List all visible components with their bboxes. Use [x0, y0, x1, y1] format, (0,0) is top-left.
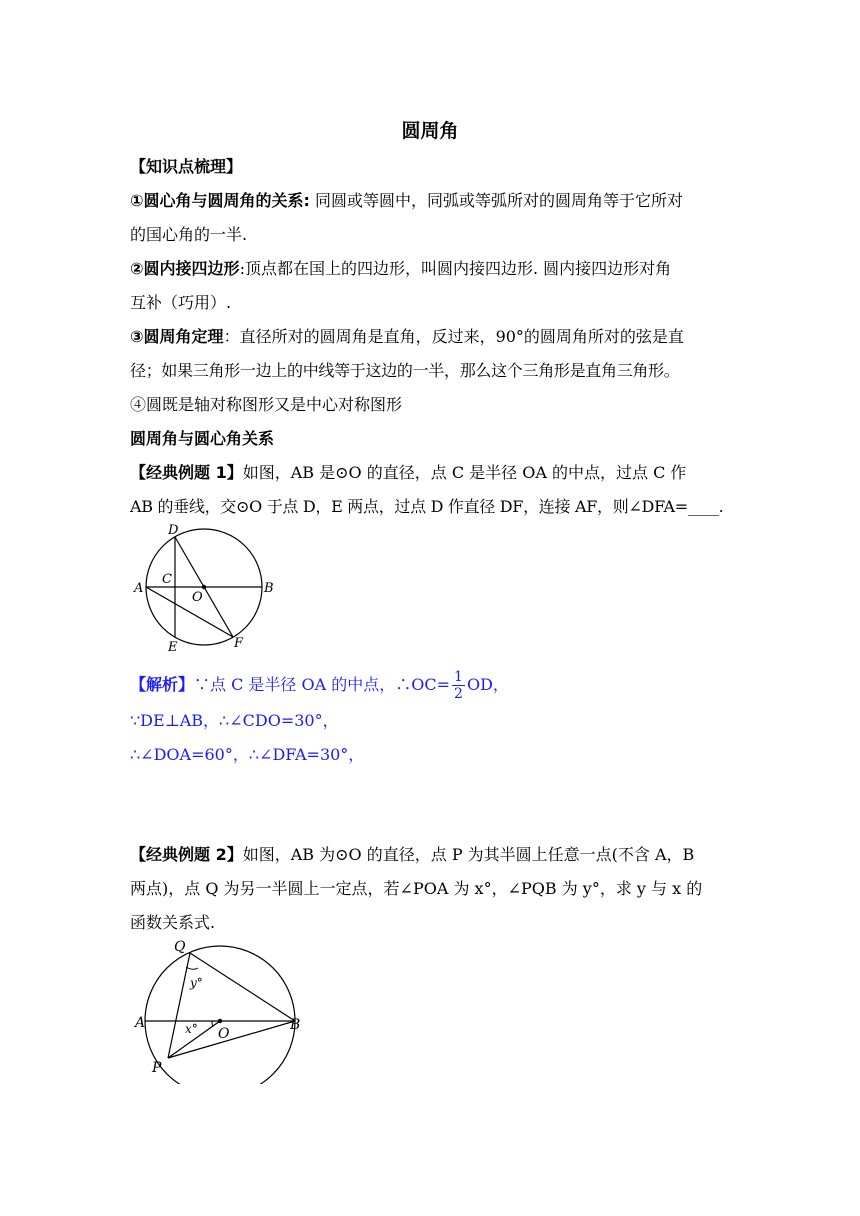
- label-d: D: [168, 523, 179, 538]
- solution-line-3: ∴∠DOA=60°，∴∠DFA=30°，: [130, 745, 365, 764]
- example2-question: [130, 844, 730, 866]
- circle-o: [145, 946, 295, 1084]
- example2-text-1: 如图，AB 为⊙O 的直径，点 P 为其半圆上任意一点(不含 A，B: [242, 845, 695, 864]
- label-f: F: [234, 636, 244, 651]
- knowledge-label: ①圆心角与圆周角的关系:: [130, 191, 310, 210]
- fraction-denominator: 2: [454, 686, 463, 702]
- subsection-title: 圆周角与圆心角关系: [130, 429, 275, 448]
- label-a: A: [135, 1015, 146, 1031]
- label-e: E: [168, 640, 178, 655]
- example1-question: [130, 462, 730, 484]
- page-title: 圆周角: [401, 120, 459, 142]
- label-o: O: [192, 590, 203, 605]
- knowledge-item-3: [130, 326, 730, 348]
- example2-text-3: 函数关系式.: [130, 913, 216, 932]
- section-header: 【知识点梳理】: [130, 157, 243, 176]
- label-b: B: [290, 1017, 301, 1033]
- label-c: C: [162, 572, 172, 587]
- label-p: P: [152, 1060, 162, 1076]
- solution-label: 【解析】: [130, 675, 195, 694]
- label-a: A: [134, 581, 144, 596]
- fraction-one-half: [452, 669, 465, 702]
- segment-af: [146, 587, 233, 637]
- knowledge-text: ：直径所对的圆周角是直角，反过来，90°的圆周角所对的弦是直: [223, 327, 684, 346]
- angle-y-arc: [186, 967, 198, 969]
- example2-label: 【经典例题 2】: [130, 845, 243, 864]
- example1-label: 【经典例题 1】: [130, 463, 243, 482]
- example2-figure: [130, 934, 320, 1084]
- solution-text-1: ∵点 C 是半径 OA 的中点，∴OC=: [194, 675, 451, 694]
- knowledge-text: :顶点都在国上的四边形，叫圆内接四边形. 圆内接四边形对角: [239, 259, 672, 278]
- knowledge-text: 同圆或等圆中，同弧或等弧所对的圆周角等于它所对: [309, 191, 684, 210]
- knowledge-label: ②圆内接四边形: [130, 259, 240, 278]
- knowledge-item-4: ④圆既是轴对称图形又是中心对称图形: [130, 395, 403, 414]
- solution-text-1-post: OD，: [466, 675, 509, 694]
- segment-qp: [168, 953, 190, 1058]
- label-x: x°: [185, 1022, 198, 1036]
- label-q: Q: [174, 939, 186, 955]
- label-b: B: [264, 581, 274, 596]
- example2-text-2: 两点)，点 Q 为另一半圆上一定点，若∠POA 为 x°，∠PQB 为 y°，求 y 与 x 的: [130, 879, 703, 898]
- knowledge-label: ③圆周角定理: [130, 327, 224, 346]
- center-point: [202, 585, 206, 589]
- knowledge-item-2-cont: 互补（巧用）.: [130, 293, 232, 312]
- knowledge-item-1-cont: 的国心角的一半.: [130, 225, 248, 244]
- solution-line-1: [130, 668, 730, 702]
- solution-line-2: ∵DE⊥AB，∴∠CDO=30°，: [130, 711, 339, 730]
- angle-x-arc: [212, 1021, 213, 1026]
- knowledge-item-3-cont: 径；如果三角形一边上的中线等于这边的一半，那么这个三角形是直角三角形。: [130, 361, 680, 380]
- knowledge-item-1: [130, 190, 730, 212]
- label-o: O: [218, 1026, 230, 1042]
- segment-qb: [190, 953, 295, 1021]
- example1-figure: [130, 520, 290, 660]
- example1-text-1: 如图，AB 是⊙O 的直径，点 C 是半径 OA 的中点，过点 C 作: [242, 463, 687, 482]
- example1-text-2: AB 的垂线，交⊙O 于点 D，E 两点，过点 D 作直径 DF，连接 AF，则∠DFA=____.: [130, 497, 724, 516]
- center-point: [218, 1019, 222, 1023]
- knowledge-item-2: [130, 258, 730, 280]
- fraction-numerator: 1: [454, 669, 463, 685]
- label-y: y°: [190, 976, 203, 990]
